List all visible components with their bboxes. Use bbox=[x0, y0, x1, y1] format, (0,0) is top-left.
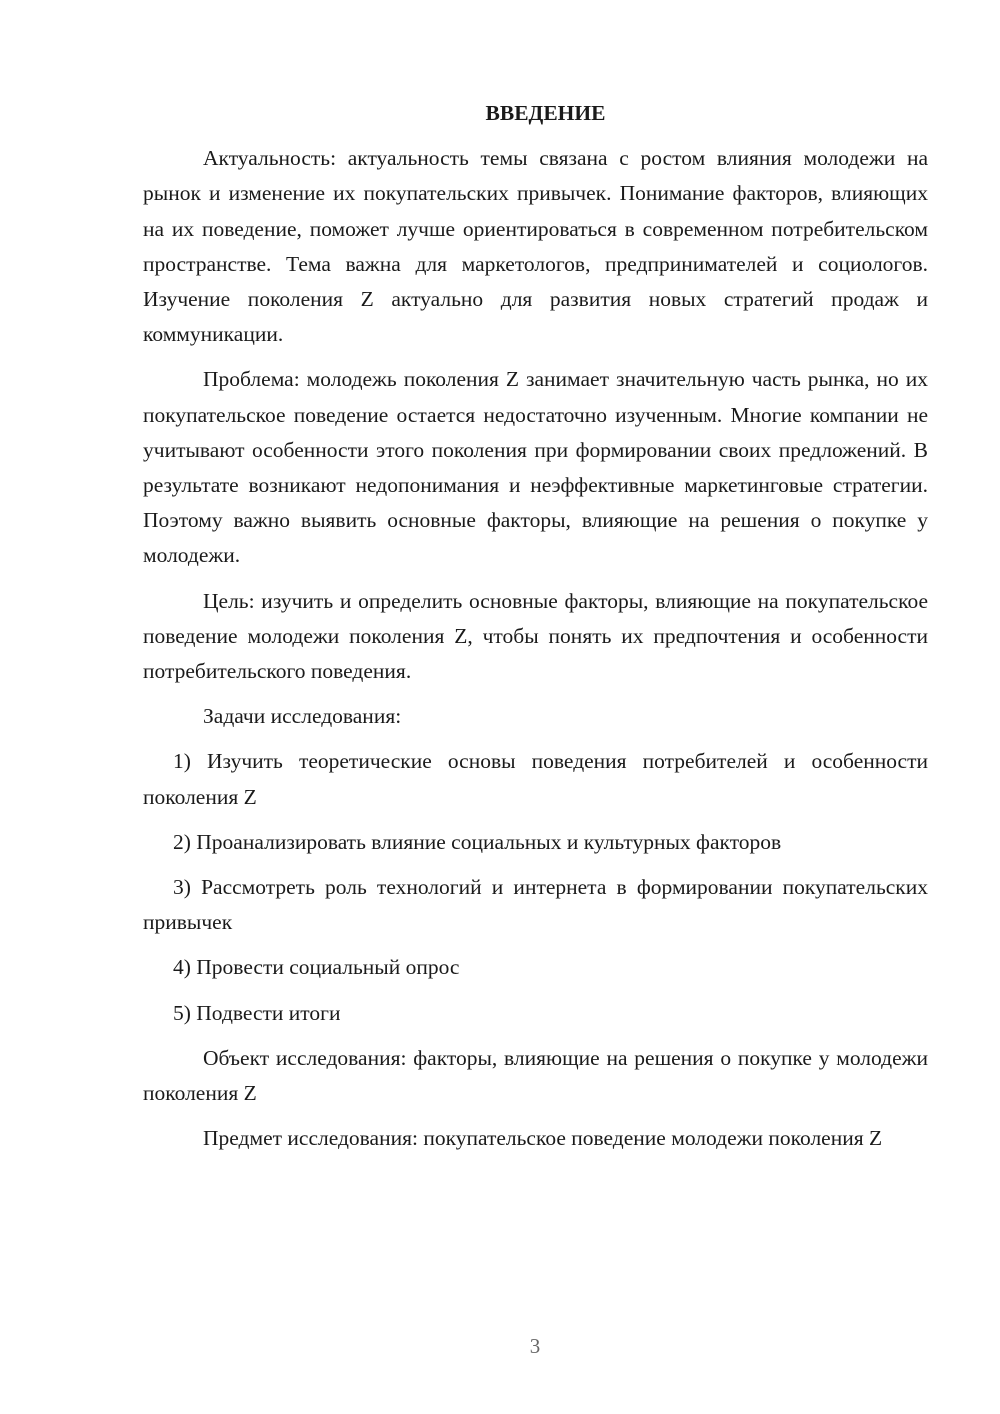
task-item-1: 1) Изучить теоретические основы поведения потребителей и особенности поколения Z bbox=[143, 749, 928, 809]
paragraph-subject: Предмет исследования: покупательское поведение молодежи поколения Z bbox=[203, 1126, 883, 1151]
document-page bbox=[143, 96, 928, 1166]
page-number: 3 bbox=[529, 1334, 541, 1358]
task-item-3: 3) Рассмотреть роль технологий и интернета в формировании покупательских привычек bbox=[143, 875, 928, 935]
paragraph-tasks-intro: Задачи исследования: bbox=[203, 704, 402, 729]
paragraph-relevance: Актуальность: актуальность темы связана с ростом влияния молодежи на рынок и изменение их покупательских привычек. Понимание факторов, влияющих на их поведение, поможет лучше ориентироваться в современном потребительском пространстве. Тема важна для маркетологов, предпринимателей и социологов. Изучение поколения Z актуально для развития новых стратегий продаж и коммуникации. bbox=[143, 146, 928, 347]
task-item-5: 5) Подвести итоги bbox=[173, 1000, 341, 1025]
section-heading: ВВЕДЕНИЕ bbox=[485, 101, 606, 125]
paragraph-goal: Цель: изучить и определить основные факторы, влияющие на покупательское поведение молодежи поколения Z, чтобы понять их предпочтения и особенности потребительского поведения. bbox=[143, 588, 928, 684]
task-item-2: 2) Проанализировать влияние социальных и культурных факторов bbox=[173, 829, 782, 854]
paragraph-object: Объект исследования: факторы, влияющие на решения о покупке у молодежи поколения Z bbox=[143, 1045, 928, 1106]
paragraph-problem: Проблема: молодежь поколения Z занимает значительную часть рынка, но их покупательское поведение остается недостаточно изученным. Многие компании не учитывают особенности этого поколения при формировании своих предложений. В результате возникают недопонимания и неэффективные маркетинговые стратегии. Поэтому важно выявить основные факторы, влияющие на решения о покупке у молодежи. bbox=[143, 367, 928, 568]
task-item-4: 4) Провести социальный опрос bbox=[173, 955, 460, 980]
